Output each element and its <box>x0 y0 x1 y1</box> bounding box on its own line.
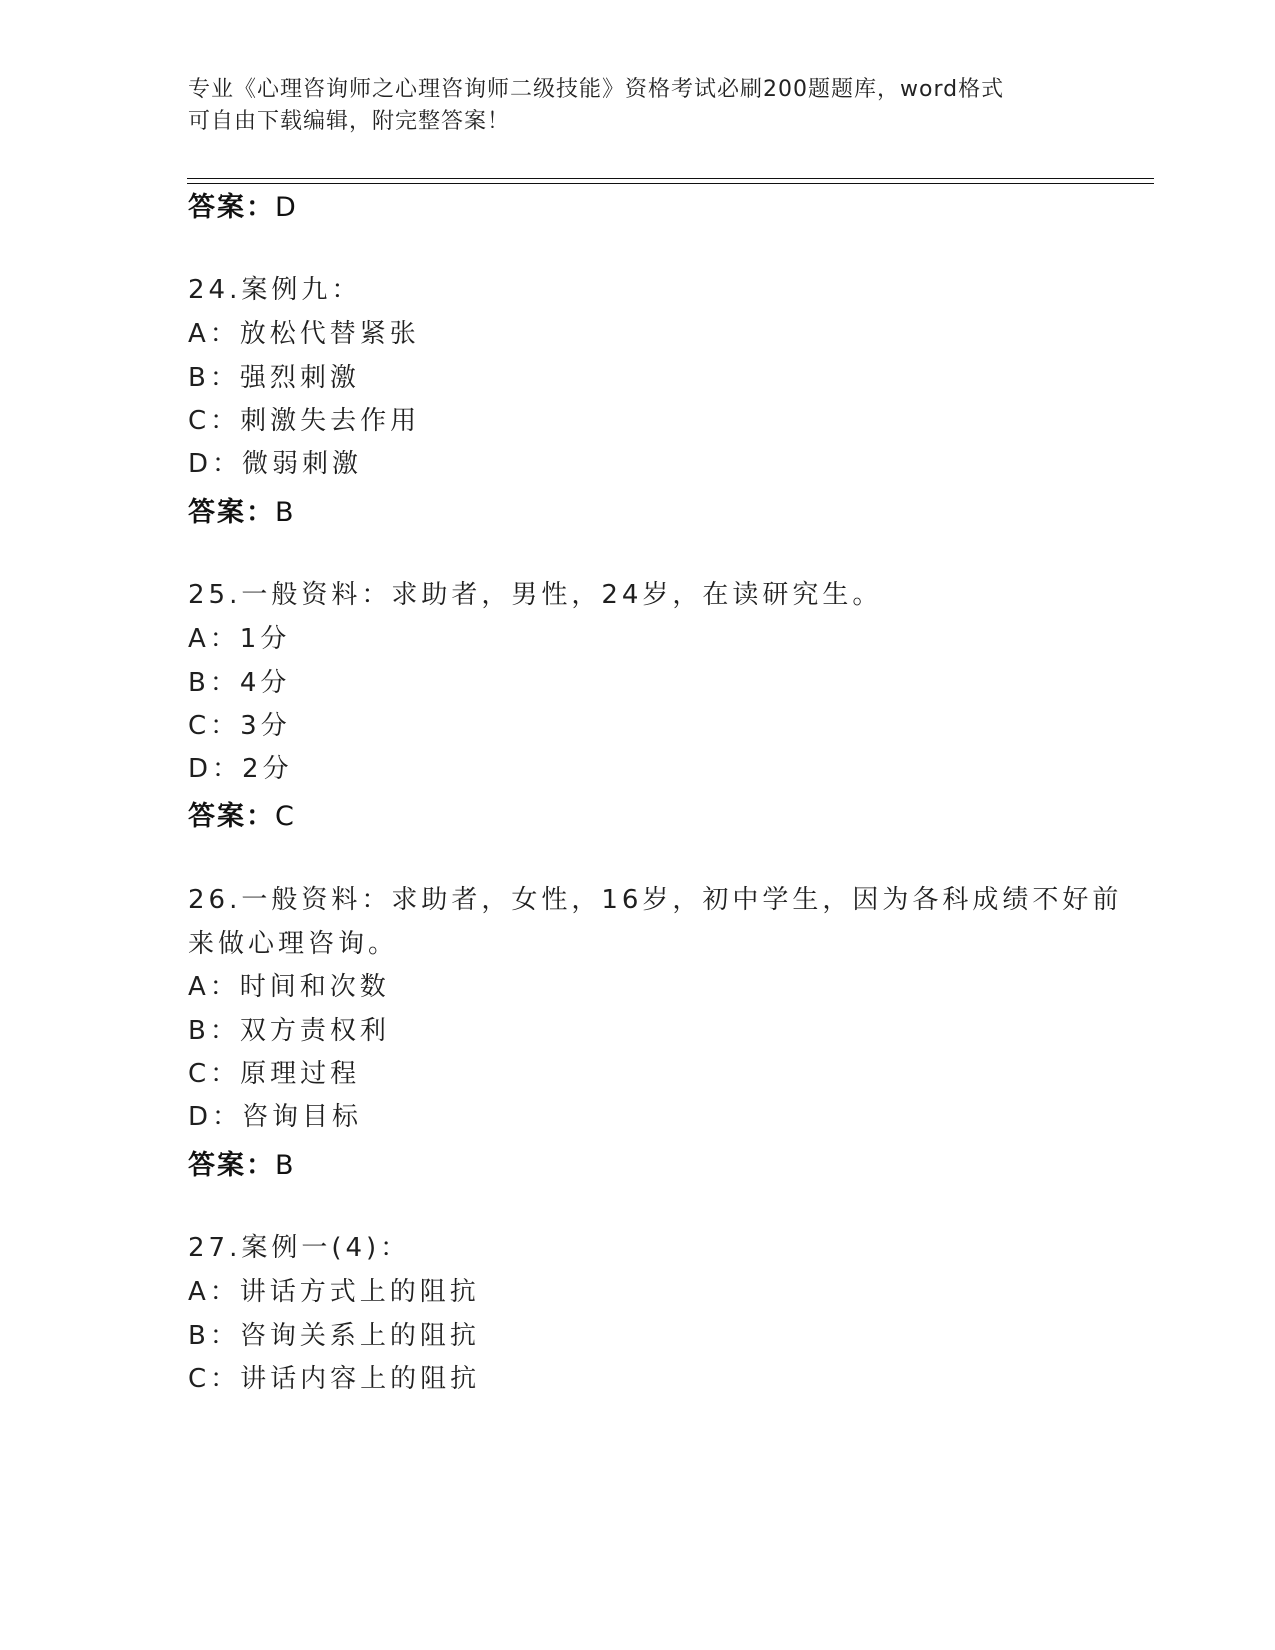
option-a: A：讲话方式上的阻抗 <box>188 1277 480 1307</box>
option-c: C：3分 <box>188 711 291 741</box>
option-b: B：强烈刺激 <box>188 363 360 393</box>
answer-value: B <box>275 1150 296 1181</box>
answer-value: C <box>275 801 296 832</box>
answer-line <box>188 192 298 224</box>
option-d: D：咨询目标 <box>188 1102 363 1132</box>
answer-line <box>188 497 296 529</box>
answer-value: D <box>275 192 298 223</box>
answer-value: B <box>275 497 296 528</box>
question-text: 24.案例九： <box>188 275 362 305</box>
option-a: A：放松代替紧张 <box>188 319 420 349</box>
option-c: C：原理过程 <box>188 1059 361 1089</box>
document-header <box>188 74 1088 138</box>
option-b: B：4分 <box>188 668 291 698</box>
answer-label: 答案： <box>188 497 275 528</box>
question-text: 27.案例一(4)： <box>188 1233 411 1263</box>
question-text-line-1: 26.一般资料：求助者，女性，16岁，初中学生，因为各科成绩不好前 <box>188 885 1123 915</box>
question-text-line-2: 来做心理咨询。 <box>188 929 399 959</box>
option-a: A：1分 <box>188 624 291 654</box>
option-d: D：2分 <box>188 754 293 784</box>
option-c: C：讲话内容上的阻抗 <box>188 1364 481 1394</box>
header-line-2: 可自由下载编辑，附完整答案！ <box>188 109 511 134</box>
header-divider-top <box>187 178 1154 179</box>
option-d: D：微弱刺激 <box>188 449 363 479</box>
answer-label: 答案： <box>188 801 275 832</box>
question-text: 25.一般资料：求助者，男性，24岁，在读研究生。 <box>188 580 883 610</box>
answer-label: 答案： <box>188 192 275 223</box>
header-line-1: 专业《心理咨询师之心理咨询师二级技能》资格考试必刷200题题库，word格式 <box>188 77 1005 102</box>
answer-label: 答案： <box>188 1150 275 1181</box>
option-b: B：咨询关系上的阻抗 <box>188 1321 480 1351</box>
option-c: C：刺激失去作用 <box>188 406 421 436</box>
header-divider-bottom <box>187 183 1154 184</box>
answer-line <box>188 801 296 833</box>
option-b: B：双方责权利 <box>188 1016 390 1046</box>
option-a: A：时间和次数 <box>188 972 390 1002</box>
answer-line <box>188 1150 296 1182</box>
